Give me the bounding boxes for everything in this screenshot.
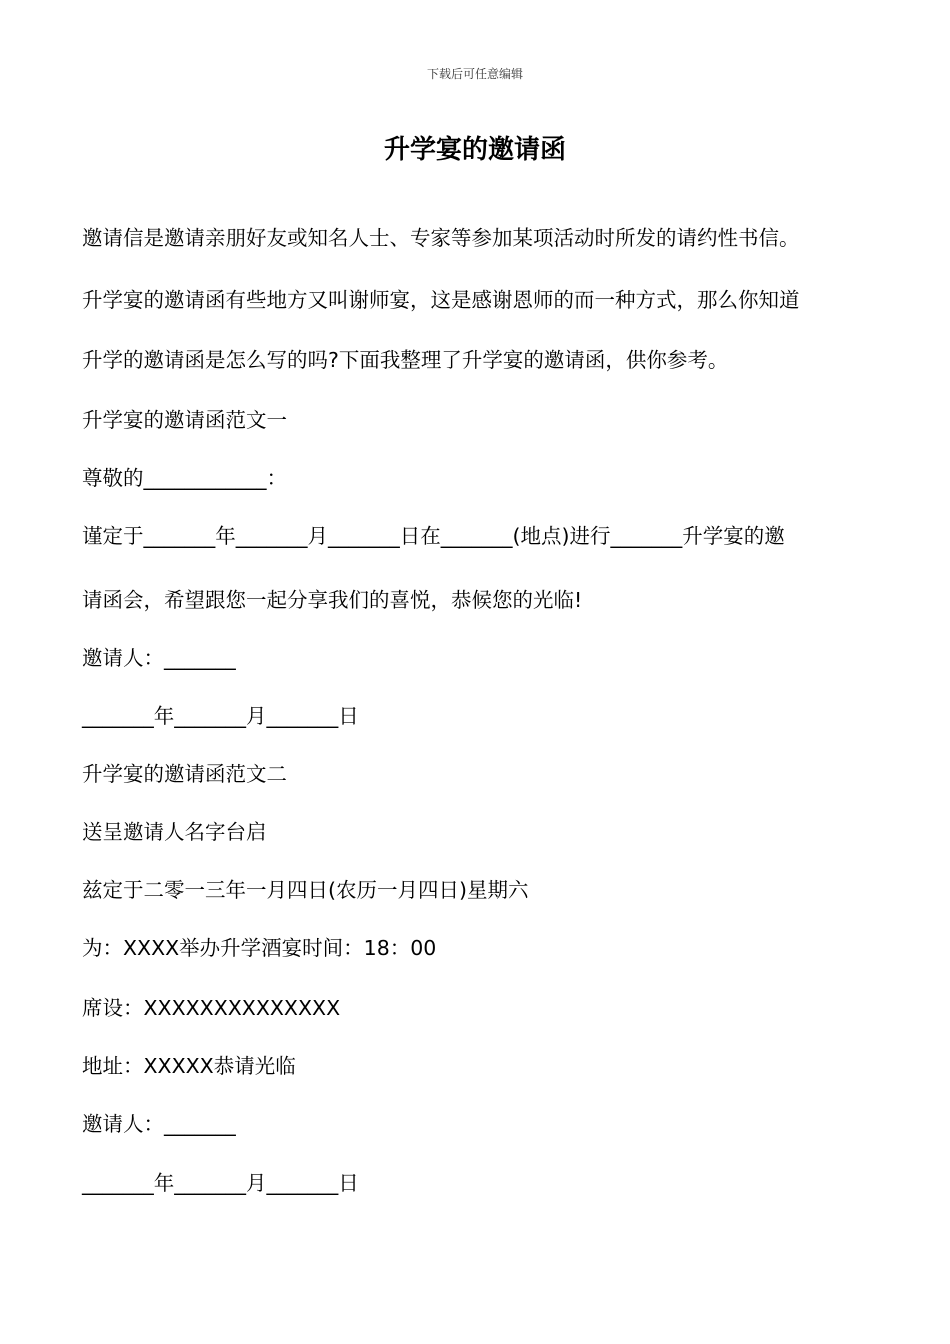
- address-line: 地址：XXXXX恭请光临: [82, 1054, 296, 1078]
- recipient-line: 送呈邀请人名字台启: [82, 820, 267, 844]
- date-line-1: _______年_______月_______日: [82, 704, 359, 728]
- salutation-line: 尊敬的____________：: [82, 466, 287, 490]
- section-heading-sample-2: 升学宴的邀请函范文二: [82, 762, 287, 786]
- inviter-line-2: 邀请人：_______: [82, 1112, 236, 1136]
- document-title: 升学宴的邀请函: [383, 135, 566, 165]
- inviter-line-1: 邀请人：_______: [82, 646, 236, 670]
- venue-line: 席设：XXXXXXXXXXXXXX: [82, 996, 341, 1020]
- section-heading-sample-1: 升学宴的邀请函范文一: [82, 408, 287, 432]
- event-purpose-time-line: 为：XXXX举办升学酒宴时间：18：00: [82, 936, 437, 960]
- date-line-2: _______年_______月_______日: [82, 1171, 359, 1195]
- paragraph-intro-line-3: 升学的邀请函是怎么写的吗?下面我整理了升学宴的邀请函，供你参考。: [82, 348, 729, 372]
- paragraph-intro-line-2: 升学宴的邀请函有些地方又叫谢师宴，这是感谢恩师的而一种方式，那么你知道: [82, 288, 800, 312]
- paragraph-intro-line-1: 邀请信是邀请亲朋好友或知名人士、专家等参加某项活动时所发的请约性书信。: [82, 226, 800, 250]
- body-line-2: 请函会，希望跟您一起分享我们的喜悦，恭候您的光临!: [82, 588, 583, 612]
- body-line-1: 谨定于_______年_______月_______日在_______(地点)进行_______升学宴的邀: [82, 524, 785, 548]
- event-date-line: 兹定于二零一三年一月四日(农历一月四日)星期六: [82, 878, 529, 902]
- header-note: 下载后可任意编辑: [426, 67, 523, 81]
